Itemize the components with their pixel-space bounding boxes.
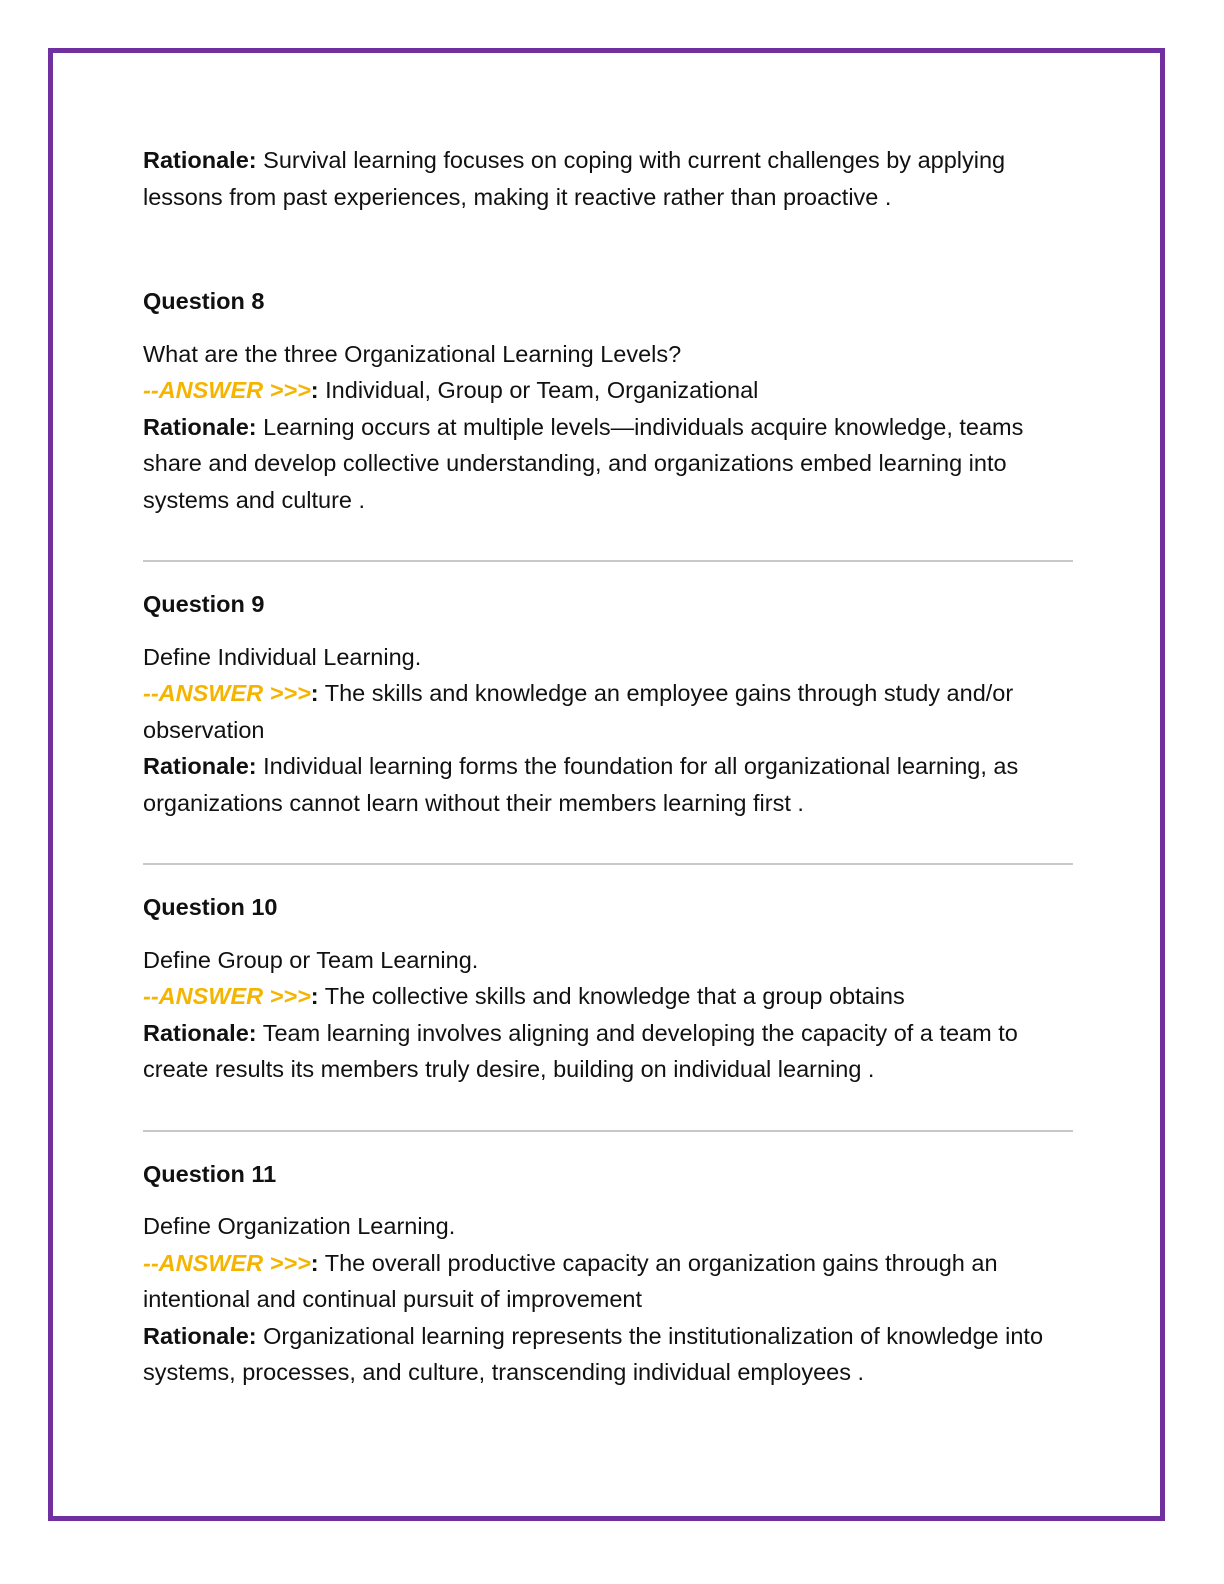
question-title: Question 8 [143,288,265,314]
answer-prefix: --ANSWER >>> [143,680,311,706]
answer-line [143,675,1073,748]
question-title: Question 10 [143,894,278,920]
question-block-11 [143,1156,1073,1391]
question-title: Question 9 [143,591,265,617]
answer-text: The overall productive capacity an organization gains through an intentional and continual pursuit of improvement [143,1249,998,1312]
section-divider [143,560,1073,562]
section-divider [143,1130,1073,1132]
rationale-line [143,409,1073,519]
rationale-line [143,1015,1073,1088]
rationale-text: Individual learning forms the foundation for all organizational learning, as organizations cannot learn without their members learning first . [143,753,1019,816]
answer-line [143,978,1073,1015]
rationale-line [143,1318,1073,1391]
rationale-text: Team learning involves aligning and developing the capacity of a team to create results its members truly desire, building on individual learning . [143,1019,1018,1082]
rationale-text: Organizational learning represents the institutionalization of knowledge into systems, processes, and culture, transcending individual employees . [143,1322,1044,1385]
answer-text: Individual, Group or Team, Organizational [318,377,759,403]
question-block-9 [143,586,1073,821]
question-prompt: Define Group or Team Learning. [143,946,479,973]
rationale-label: Rationale: [143,147,257,173]
answer-text: The collective skills and knowledge that a group obtains [318,983,905,1009]
intro-rationale [143,142,1073,215]
question-prompt: What are the three Organizational Learning Levels? [143,340,682,367]
question-prompt: Define Organization Learning. [143,1213,456,1239]
document-body [143,142,1073,1391]
question-block-10 [143,889,1073,1088]
answer-prefix: --ANSWER >>> [143,1249,311,1276]
section-divider [143,863,1073,865]
answer-colon: : [310,377,319,403]
rationale-label: Rationale: [143,1322,257,1349]
answer-prefix: --ANSWER >>> [143,377,311,403]
rationale-text: Learning occurs at multiple levels—individuals acquire knowledge, teams share and develop collective understanding, and organizations embed learning into systems and culture . [143,413,1024,513]
answer-line [143,1245,1073,1318]
answer-colon: : [310,983,319,1009]
answer-colon: : [310,1249,319,1276]
question-title: Question 11 [143,1160,277,1187]
rationale-label: Rationale: [143,413,257,440]
answer-prefix: --ANSWER >>> [143,983,311,1009]
rationale-label: Rationale: [143,753,257,779]
answer-text: The skills and knowledge an employee gains through study and/or observation [143,680,1014,743]
answer-colon: : [310,680,319,706]
rationale-line [143,748,1073,821]
question-prompt: Define Individual Learning. [143,643,422,670]
rationale-text: Survival learning focuses on coping with current challenges by applying lessons from past experiences, making it reactive rather than proactive . [143,147,1006,210]
question-block-8 [143,283,1073,518]
answer-line [143,372,1073,409]
rationale-label: Rationale: [143,1019,257,1046]
